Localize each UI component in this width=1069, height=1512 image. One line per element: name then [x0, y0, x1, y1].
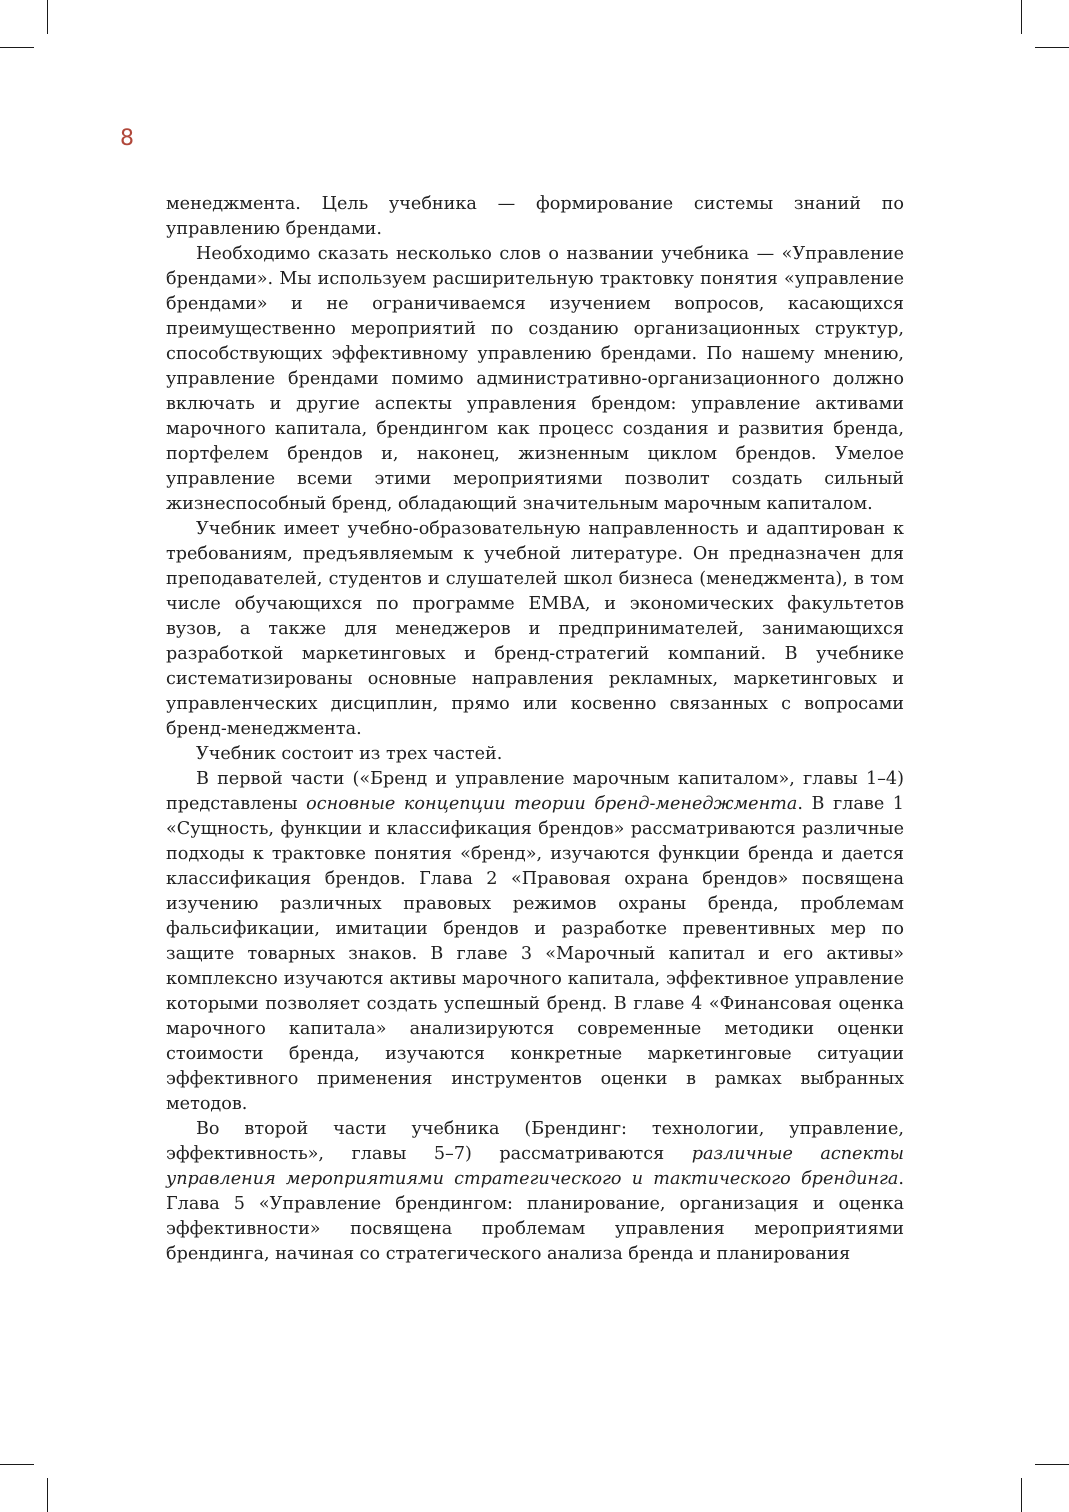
crop-mark-top-left-v: [47, 0, 48, 34]
italic-text: различные аспекты управления мероприятиями стратегического и тактического брендинга: [166, 1144, 904, 1189]
paragraph: [166, 767, 904, 1117]
paragraph-text: менеджмента. Цель учебника — формирование системы знаний по управлению брендами.: [166, 194, 904, 239]
crop-mark-top-right-h: [1035, 47, 1069, 48]
paragraph: [166, 517, 904, 742]
paragraph: [166, 242, 904, 517]
paragraph-text: Во второй части учебника (Брендинг: технологии, управление, эффективность», главы 5–7) рассматриваются: [166, 1119, 904, 1164]
italic-text: основные концепции теории бренд-менеджмента: [306, 794, 798, 814]
paragraph-text: . Глава 5 «Управление брендингом: планирование, организация и оценка эффективности» посвящена проблемам управления мероприятиями брендинга, начиная со стратегического анализа бренда и планирования: [166, 1169, 904, 1264]
paragraph: [166, 1117, 904, 1267]
crop-mark-bottom-left-h: [0, 1464, 34, 1465]
crop-mark-bottom-left-v: [47, 1478, 48, 1512]
crop-mark-bottom-right-v: [1021, 1478, 1022, 1512]
paragraph-text: Учебник состоит из трех частей.: [196, 744, 503, 764]
paragraph-text: Учебник имеет учебно-образовательную направленность и адаптирован к требованиям, предъявляемым к учебной литературе. Он предназначен для преподавателей, студентов и слушателей школ бизнеса (менеджмента), в том числе обучающихся по программе EMBA, и экономических факультетов вузов, а также для менеджеров и предпринимателей, занимающихся разработкой маркетинговых и бренд-стратегий компаний. В учебнике систематизированы основные направления рекламных, маркетинговых и управленческих дисциплин, прямо или косвенно связанных с вопросами бренд-менеджмента.: [166, 519, 904, 739]
paragraph-text: В первой части («Бренд и управление марочным капиталом», главы 1–4) представлены: [166, 769, 904, 814]
crop-mark-top-right-v: [1021, 0, 1022, 34]
paragraph-text: Необходимо сказать несколько слов о названии учебника — «Управление брендами». Мы используем расширительную трактовку понятия «управление брендами» и не ограничиваемся изучением вопросов, касающихся преимущественно мероприятий по созданию организационных структур, способствующих эффективному управлению брендами. По нашему мнению, управление брендами помимо административно-организационного должно включать и другие аспекты управления брендом: управление активами марочного капитала, брендингом как процесс создания и развития бренда, портфелем брендов и, наконец, жизненным циклом брендов. Умелое управление всеми этими мероприятиями позволит создать сильный жизнеспособный бренд, обладающий значительным марочным капиталом.: [166, 244, 904, 514]
paragraph: [166, 742, 904, 767]
paragraph-text: . В главе 1 «Сущность, функции и классификация брендов» рассматриваются различные подходы к трактовке понятия «бренд», изучаются функции бренда и дается классификация брендов. Глава 2 «Правовая охрана брендов» посвящена изучению различных правовых режимов охраны бренда, проблемам фальсификации, имитации брендов и разработке превентивных мер по защите товарных знаков. В главе 3 «Марочный капитал и его активы» комплексно изучаются активы марочного капитала, эффективное управление которыми позволяет создать успешный бренд. В главе 4 «Финансовая оценка марочного капитала» анализируются современные методики оценки стоимости бренда, изучаются конкретные маркетинговые ситуации эффективного применения инструментов оценки в рамках выбранных методов.: [166, 794, 905, 1114]
crop-mark-bottom-right-h: [1035, 1464, 1069, 1465]
body-text: [166, 192, 904, 1267]
page-number: 8: [120, 126, 134, 151]
paragraph: [166, 192, 904, 242]
crop-mark-top-left-h: [0, 47, 34, 48]
